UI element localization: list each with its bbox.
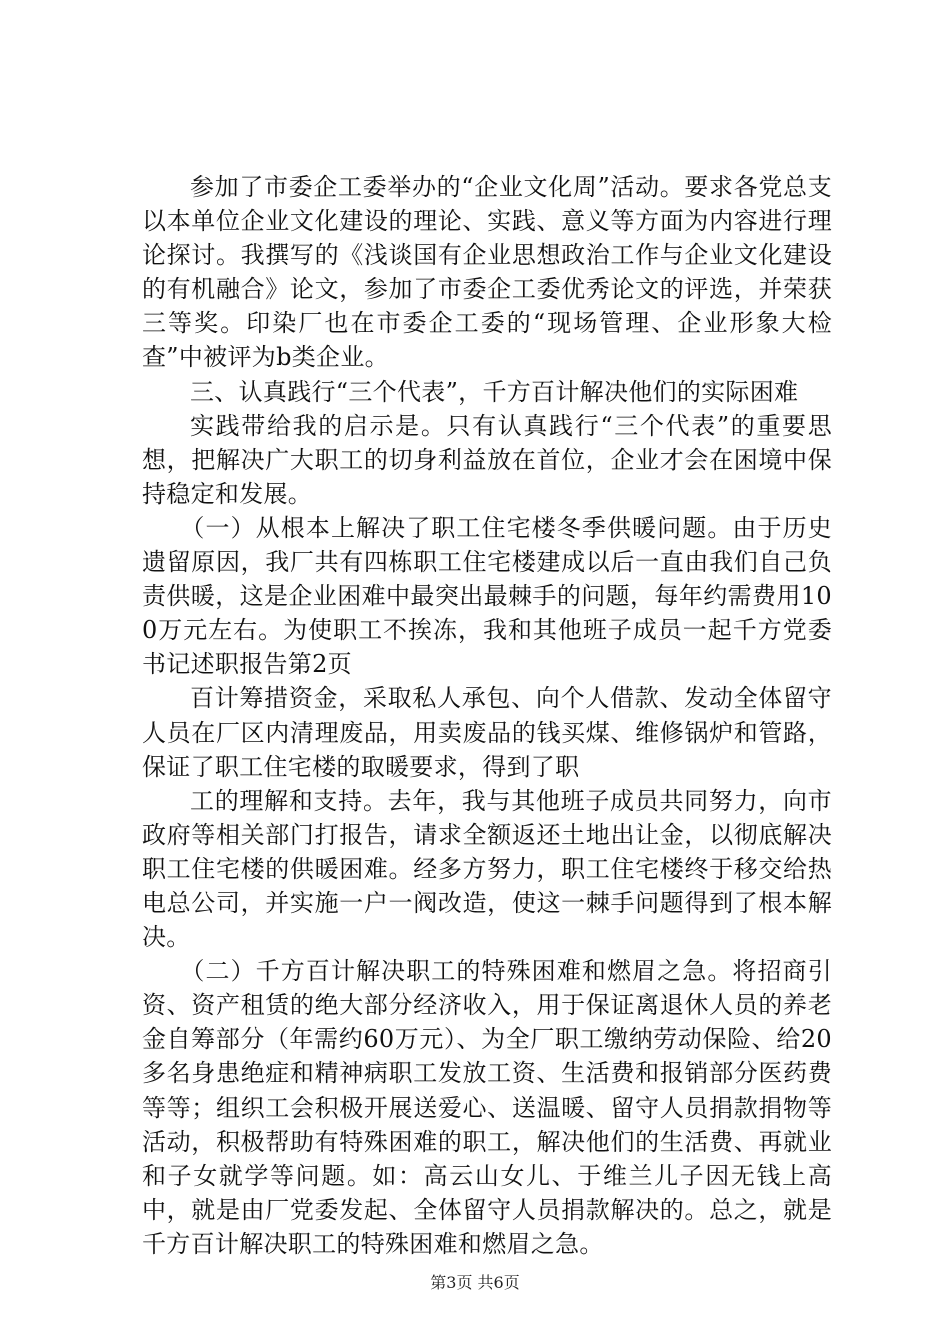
paragraph-enterprise-culture: 参加了市委企工委举办的“企业文化周”活动。要求各党总支以本单位企业文化建设的理论、实践、意义等方面为内容进行理论探讨。我撰写的《浅谈国有企业思想政治工作与企业文化建设的有机融合》论文，参加了市委企工委优秀论文的评选，并荣获三等奖。印染厂也在市委企工委的“现场管理、企业形象大检查”中被评为b类企业。 [142, 173, 832, 372]
paragraph-heating-solved: 工的理解和支持。去年，我与其他班子成员共同努力，向市政府等相关部门打报告，请求全额返还土地出让金，以彻底解决职工住宅楼的供暖困难。经多方努力，职工住宅楼终于移交给热电总公司，并实施一户一阀改造，使这一棘手问题得到了根本解决。 [142, 786, 832, 952]
paragraph-inspiration: 实践带给我的启示是。只有认真践行“三个代表”的重要思想，把解决广大职工的切身利益放在首位，企业才会在困境中保持稳定和发展。 [142, 411, 832, 508]
body-text [142, 170, 832, 1261]
page-number-footer: 第3页 共6页 [430, 1273, 520, 1292]
paragraph-fundraising: 百计筹措资金，采取私人承包、向个人借款、发动全体留守人员在厂区内清理废品，用卖废品的钱买煤、维修锅炉和管路，保证了职工住宅楼的取暖要求，得到了职 [142, 684, 832, 781]
paragraph-special-difficulties: （二）千方百计解决职工的特殊困难和燃眉之急。将招商引资、资产租赁的绝大部分经济收入，用于保证离退休人员的养老金自筹部分（年需约60万元）、为全厂职工缴纳劳动保险、给20多名身患绝症和精神病职工发放工资、生活费和报销部分医药费等等；组织工会积极开展送爱心、送温暖、留守人员捐款捐物等活动，积极帮助有特殊困难的职工，解决他们的生活费、再就业和子女就学等问题。如：高云山女儿、于维兰儿子因无钱上高中，就是由厂党委发起、全体留守人员捐款解决的。总之，就是千方百计解决职工的特殊困难和燃眉之急。 [142, 957, 832, 1258]
paragraph-heating-problem: （一）从根本上解决了职工住宅楼冬季供暖问题。由于历史遗留原因，我厂共有四栋职工住宅楼建成以后一直由我们自己负责供暖，这是企业困难中最突出最棘手的问题，每年约需费用100万元左右。为使职工不挨冻，我和其他班子成员一起千方党委书记述职报告第2页 [142, 513, 832, 679]
section-heading-three: 三、认真践行“三个代表”，千方百计解决他们的实际困难 [190, 377, 799, 406]
